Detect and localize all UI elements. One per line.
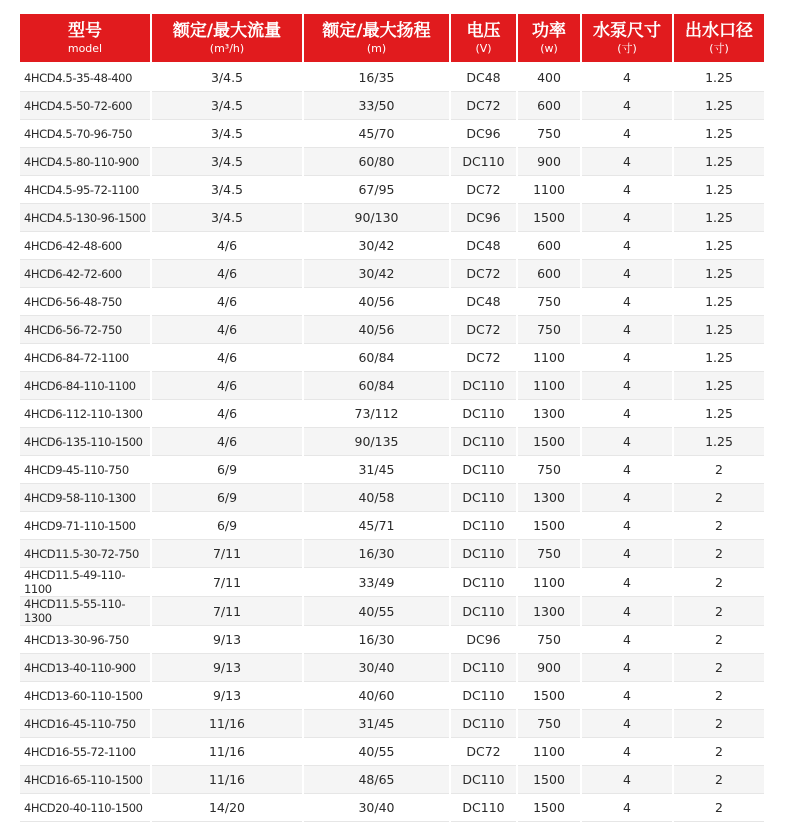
outlet-cell: 1.25 <box>674 288 764 316</box>
model-cell: 4HCD11.5-49-110-1100 <box>20 568 150 597</box>
model-cell: 4HCD13-40-110-900 <box>20 654 150 682</box>
voltage-cell: DC72 <box>451 316 516 344</box>
outlet-cell: 2 <box>674 540 764 568</box>
pump-size-cell: 4 <box>582 626 672 654</box>
pump-size-cell: 4 <box>582 738 672 766</box>
pump-size-cell: 4 <box>582 710 672 738</box>
power-cell: 750 <box>518 456 580 484</box>
head-cell: 30/42 <box>304 260 449 288</box>
power-cell: 600 <box>518 92 580 120</box>
model-cell: 4HCD16-45-110-750 <box>20 710 150 738</box>
table-row <box>20 540 764 568</box>
header-pump-size-label: 水泵尺寸 <box>593 21 661 41</box>
header-voltage <box>451 14 516 62</box>
header-model <box>20 14 150 62</box>
model-cell: 4HCD4.5-50-72-600 <box>20 92 150 120</box>
model-cell: 4HCD6-84-72-1100 <box>20 344 150 372</box>
power-cell: 1500 <box>518 794 580 822</box>
pump-size-cell: 4 <box>582 428 672 456</box>
voltage-cell: DC110 <box>451 766 516 794</box>
power-cell: 1500 <box>518 204 580 232</box>
voltage-cell: DC72 <box>451 176 516 204</box>
table-row <box>20 597 764 626</box>
header-pump-size <box>582 14 672 62</box>
flow-cell: 4/6 <box>152 232 302 260</box>
flow-cell: 6/9 <box>152 456 302 484</box>
head-cell: 40/58 <box>304 484 449 512</box>
header-outlet-label: 出水口径 <box>685 21 753 41</box>
voltage-cell: DC110 <box>451 540 516 568</box>
power-cell: 1500 <box>518 682 580 710</box>
pump-size-cell: 4 <box>582 316 672 344</box>
table-row <box>20 260 764 288</box>
model-cell: 4HCD9-58-110-1300 <box>20 484 150 512</box>
pump-size-cell: 4 <box>582 568 672 597</box>
table-row <box>20 682 764 710</box>
head-cell: 16/30 <box>304 626 449 654</box>
outlet-cell: 1.25 <box>674 62 764 92</box>
flow-cell: 6/9 <box>152 512 302 540</box>
head-cell: 60/80 <box>304 148 449 176</box>
pump-size-cell: 4 <box>582 92 672 120</box>
outlet-cell: 2 <box>674 682 764 710</box>
head-cell: 60/84 <box>304 372 449 400</box>
voltage-cell: DC110 <box>451 512 516 540</box>
voltage-cell: DC96 <box>451 120 516 148</box>
header-outlet <box>674 14 764 62</box>
model-cell: 4HCD4.5-80-110-900 <box>20 148 150 176</box>
voltage-cell: DC110 <box>451 654 516 682</box>
head-cell: 73/112 <box>304 400 449 428</box>
header-voltage-unit: (V) <box>475 42 492 55</box>
flow-cell: 4/6 <box>152 316 302 344</box>
power-cell: 750 <box>518 120 580 148</box>
outlet-cell: 1.25 <box>674 428 764 456</box>
voltage-cell: DC96 <box>451 204 516 232</box>
table-row <box>20 120 764 148</box>
header-head <box>304 14 449 62</box>
power-cell: 1500 <box>518 428 580 456</box>
outlet-cell: 1.25 <box>674 92 764 120</box>
head-cell: 31/45 <box>304 710 449 738</box>
pump-spec-table <box>18 14 766 822</box>
voltage-cell: DC110 <box>451 710 516 738</box>
pump-size-cell: 4 <box>582 232 672 260</box>
voltage-cell: DC48 <box>451 288 516 316</box>
header-model-sub: model <box>67 42 103 55</box>
table-row <box>20 288 764 316</box>
head-cell: 90/135 <box>304 428 449 456</box>
head-cell: 30/40 <box>304 654 449 682</box>
outlet-cell: 2 <box>674 766 764 794</box>
outlet-cell: 2 <box>674 626 764 654</box>
header-pump-size-unit: (寸) <box>617 42 637 55</box>
pump-size-cell: 4 <box>582 540 672 568</box>
power-cell: 900 <box>518 148 580 176</box>
power-cell: 600 <box>518 232 580 260</box>
table-body <box>20 62 764 822</box>
power-cell: 1300 <box>518 484 580 512</box>
flow-cell: 14/20 <box>152 794 302 822</box>
model-cell: 4HCD11.5-30-72-750 <box>20 540 150 568</box>
pump-size-cell: 4 <box>582 120 672 148</box>
power-cell: 750 <box>518 288 580 316</box>
head-cell: 16/30 <box>304 540 449 568</box>
flow-cell: 7/11 <box>152 568 302 597</box>
pump-size-cell: 4 <box>582 766 672 794</box>
table-row <box>20 568 764 597</box>
model-cell: 4HCD11.5-55-110-1300 <box>20 597 150 626</box>
power-cell: 1100 <box>518 738 580 766</box>
voltage-cell: DC110 <box>451 400 516 428</box>
head-cell: 67/95 <box>304 176 449 204</box>
voltage-cell: DC110 <box>451 794 516 822</box>
power-cell: 750 <box>518 540 580 568</box>
pump-size-cell: 4 <box>582 176 672 204</box>
table-row <box>20 372 764 400</box>
header-model-label: 型号 <box>68 21 102 41</box>
power-cell: 1300 <box>518 597 580 626</box>
flow-cell: 4/6 <box>152 288 302 316</box>
outlet-cell: 2 <box>674 456 764 484</box>
table-row <box>20 654 764 682</box>
flow-cell: 11/16 <box>152 766 302 794</box>
power-cell: 400 <box>518 62 580 92</box>
flow-cell: 4/6 <box>152 372 302 400</box>
head-cell: 40/56 <box>304 288 449 316</box>
table-row <box>20 484 764 512</box>
table-row <box>20 232 764 260</box>
header-flow-unit: (m³/h) <box>209 42 245 55</box>
power-cell: 1100 <box>518 372 580 400</box>
model-cell: 4HCD4.5-130-96-1500 <box>20 204 150 232</box>
pump-size-cell: 4 <box>582 794 672 822</box>
model-cell: 4HCD16-65-110-1500 <box>20 766 150 794</box>
power-cell: 1300 <box>518 400 580 428</box>
outlet-cell: 1.25 <box>674 176 764 204</box>
head-cell: 16/35 <box>304 62 449 92</box>
model-cell: 4HCD9-45-110-750 <box>20 456 150 484</box>
table-row <box>20 512 764 540</box>
head-cell: 40/55 <box>304 738 449 766</box>
header-voltage-label: 电压 <box>466 21 501 41</box>
power-cell: 750 <box>518 626 580 654</box>
pump-size-cell: 4 <box>582 204 672 232</box>
voltage-cell: DC96 <box>451 626 516 654</box>
head-cell: 90/130 <box>304 204 449 232</box>
table-row <box>20 626 764 654</box>
pump-size-cell: 4 <box>582 344 672 372</box>
model-cell: 4HCD6-42-72-600 <box>20 260 150 288</box>
head-cell: 40/60 <box>304 682 449 710</box>
model-cell: 4HCD13-30-96-750 <box>20 626 150 654</box>
flow-cell: 9/13 <box>152 626 302 654</box>
pump-size-cell: 4 <box>582 682 672 710</box>
voltage-cell: DC110 <box>451 568 516 597</box>
header-power-unit: (w) <box>540 42 558 55</box>
header-head-unit: (m) <box>366 42 387 55</box>
outlet-cell: 2 <box>674 738 764 766</box>
pump-size-cell: 4 <box>582 597 672 626</box>
flow-cell: 3/4.5 <box>152 176 302 204</box>
pump-size-cell: 4 <box>582 372 672 400</box>
power-cell: 750 <box>518 710 580 738</box>
outlet-cell: 1.25 <box>674 372 764 400</box>
outlet-cell: 1.25 <box>674 344 764 372</box>
flow-cell: 6/9 <box>152 484 302 512</box>
model-cell: 4HCD4.5-70-96-750 <box>20 120 150 148</box>
flow-cell: 3/4.5 <box>152 204 302 232</box>
header-flow-label: 额定/最大流量 <box>172 21 282 41</box>
pump-size-cell: 4 <box>582 400 672 428</box>
header-flow <box>152 14 302 62</box>
head-cell: 33/50 <box>304 92 449 120</box>
voltage-cell: DC72 <box>451 92 516 120</box>
flow-cell: 3/4.5 <box>152 120 302 148</box>
table-row <box>20 62 764 92</box>
table-row <box>20 316 764 344</box>
flow-cell: 7/11 <box>152 597 302 626</box>
head-cell: 48/65 <box>304 766 449 794</box>
header-row <box>20 14 764 62</box>
flow-cell: 11/16 <box>152 710 302 738</box>
voltage-cell: DC72 <box>451 344 516 372</box>
flow-cell: 3/4.5 <box>152 62 302 92</box>
table-row <box>20 766 764 794</box>
head-cell: 31/45 <box>304 456 449 484</box>
model-cell: 4HCD6-135-110-1500 <box>20 428 150 456</box>
flow-cell: 11/16 <box>152 738 302 766</box>
model-cell: 4HCD13-60-110-1500 <box>20 682 150 710</box>
flow-cell: 9/13 <box>152 682 302 710</box>
table-row <box>20 794 764 822</box>
model-cell: 4HCD6-84-110-1100 <box>20 372 150 400</box>
head-cell: 30/40 <box>304 794 449 822</box>
flow-cell: 7/11 <box>152 540 302 568</box>
voltage-cell: DC110 <box>451 682 516 710</box>
power-cell: 1500 <box>518 512 580 540</box>
table-row <box>20 176 764 204</box>
voltage-cell: DC72 <box>451 738 516 766</box>
outlet-cell: 1.25 <box>674 232 764 260</box>
voltage-cell: DC110 <box>451 148 516 176</box>
outlet-cell: 1.25 <box>674 260 764 288</box>
header-power <box>518 14 580 62</box>
table-row <box>20 710 764 738</box>
power-cell: 1100 <box>518 176 580 204</box>
model-cell: 4HCD6-112-110-1300 <box>20 400 150 428</box>
outlet-cell: 2 <box>674 794 764 822</box>
voltage-cell: DC48 <box>451 62 516 92</box>
head-cell: 40/55 <box>304 597 449 626</box>
pump-size-cell: 4 <box>582 654 672 682</box>
model-cell: 4HCD6-56-72-750 <box>20 316 150 344</box>
power-cell: 1500 <box>518 766 580 794</box>
header-power-label: 功率 <box>532 21 566 41</box>
voltage-cell: DC110 <box>451 597 516 626</box>
power-cell: 1100 <box>518 344 580 372</box>
model-cell: 4HCD6-42-48-600 <box>20 232 150 260</box>
pump-size-cell: 4 <box>582 456 672 484</box>
pump-size-cell: 4 <box>582 512 672 540</box>
voltage-cell: DC110 <box>451 456 516 484</box>
voltage-cell: DC110 <box>451 372 516 400</box>
table-row <box>20 428 764 456</box>
flow-cell: 3/4.5 <box>152 148 302 176</box>
flow-cell: 9/13 <box>152 654 302 682</box>
table-row <box>20 92 764 120</box>
power-cell: 750 <box>518 316 580 344</box>
outlet-cell: 2 <box>674 654 764 682</box>
table-row <box>20 204 764 232</box>
flow-cell: 4/6 <box>152 428 302 456</box>
flow-cell: 4/6 <box>152 400 302 428</box>
pump-size-cell: 4 <box>582 148 672 176</box>
outlet-cell: 2 <box>674 597 764 626</box>
model-cell: 4HCD20-40-110-1500 <box>20 794 150 822</box>
power-cell: 1100 <box>518 568 580 597</box>
voltage-cell: DC48 <box>451 232 516 260</box>
head-cell: 45/71 <box>304 512 449 540</box>
outlet-cell: 2 <box>674 710 764 738</box>
pump-size-cell: 4 <box>582 62 672 92</box>
power-cell: 600 <box>518 260 580 288</box>
model-cell: 4HCD4.5-95-72-1100 <box>20 176 150 204</box>
table-row <box>20 738 764 766</box>
flow-cell: 4/6 <box>152 344 302 372</box>
head-cell: 30/42 <box>304 232 449 260</box>
outlet-cell: 2 <box>674 568 764 597</box>
voltage-cell: DC110 <box>451 428 516 456</box>
model-cell: 4HCD4.5-35-48-400 <box>20 62 150 92</box>
head-cell: 40/56 <box>304 316 449 344</box>
table-row <box>20 456 764 484</box>
flow-cell: 4/6 <box>152 260 302 288</box>
outlet-cell: 2 <box>674 484 764 512</box>
outlet-cell: 1.25 <box>674 316 764 344</box>
outlet-cell: 1.25 <box>674 120 764 148</box>
outlet-cell: 1.25 <box>674 400 764 428</box>
head-cell: 60/84 <box>304 344 449 372</box>
model-cell: 4HCD16-55-72-1100 <box>20 738 150 766</box>
pump-size-cell: 4 <box>582 484 672 512</box>
outlet-cell: 1.25 <box>674 148 764 176</box>
header-outlet-unit: (寸) <box>709 42 729 55</box>
table-row <box>20 400 764 428</box>
pump-size-cell: 4 <box>582 260 672 288</box>
model-cell: 4HCD6-56-48-750 <box>20 288 150 316</box>
head-cell: 33/49 <box>304 568 449 597</box>
outlet-cell: 2 <box>674 512 764 540</box>
outlet-cell: 1.25 <box>674 204 764 232</box>
power-cell: 900 <box>518 654 580 682</box>
pump-size-cell: 4 <box>582 288 672 316</box>
voltage-cell: DC72 <box>451 260 516 288</box>
table-row <box>20 344 764 372</box>
voltage-cell: DC110 <box>451 484 516 512</box>
head-cell: 45/70 <box>304 120 449 148</box>
table-row <box>20 148 764 176</box>
header-head-label: 额定/最大扬程 <box>322 21 431 41</box>
flow-cell: 3/4.5 <box>152 92 302 120</box>
model-cell: 4HCD9-71-110-1500 <box>20 512 150 540</box>
